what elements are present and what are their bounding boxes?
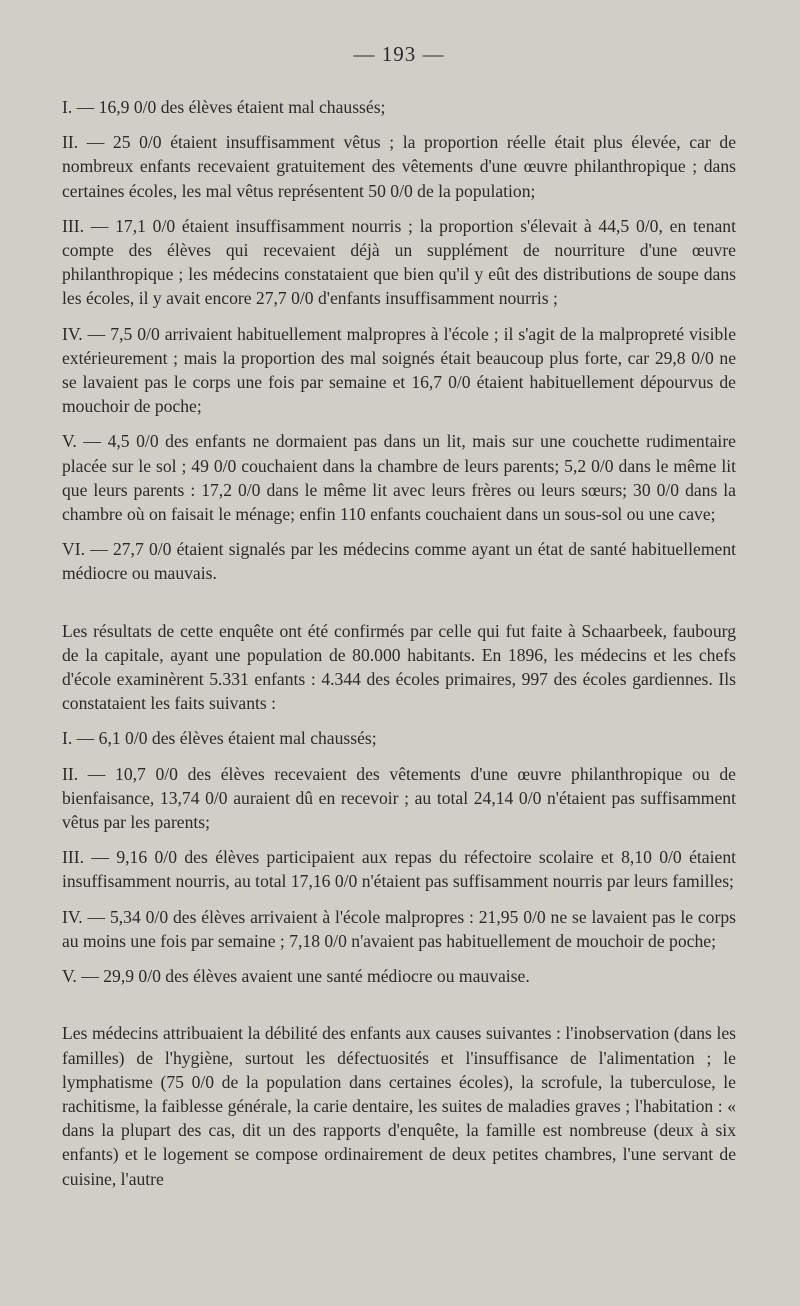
list-item: VI. — 27,7 0/0 étaient signalés par les médecins comme ayant un état de santé habituellement médiocre ou mauvais. <box>62 539 736 584</box>
survey-list-1 <box>62 95 736 586</box>
list-item: III. — 9,16 0/0 des élèves participaient aux repas du réfectoire scolaire et 8,10 0/0 étaient insuffisamment nourris, au total 17,16 0/0 n'étaient pas suffisamment nourris par leurs familles; <box>62 847 736 892</box>
list-item: I. — 16,9 0/0 des élèves étaient mal chaussés; <box>62 97 386 117</box>
section-gap <box>62 999 736 1021</box>
list-item: I. — 6,1 0/0 des élèves étaient mal chaussés; <box>62 728 377 749</box>
list-item: II. — 25 0/0 étaient insuffisamment vêtus ; la proportion réelle était plus élevée, car de nombreux enfants recevaient gratuitement des vêtements d'une œuvre philanthropique ; dans certaines écoles, les mal vêtus représentent 50 0/0 de la population; <box>62 132 736 201</box>
list-item: V. — 29,9 0/0 des élèves avaient une santé médiocre ou mauvaise. <box>62 966 530 987</box>
list-item: IV. — 5,34 0/0 des élèves arrivaient à l'école malpropres : 21,95 0/0 ne se lavaient pas le corps au moins une fois par semaine ; 7,18 0/0 n'avaient pas habituellement de mouchoir de poche; <box>62 906 736 951</box>
page-number: — 193 — <box>353 42 445 66</box>
intro-paragraph: Les résultats de cette enquête ont été confirmés par celle qui fut faite à Schaarbeek, faubourg de la capitale, ayant une population de 80.000 habitants. En 1896, les médecins et les chefs d'école examinèrent 5.331 enfants : 4.344 des écoles primaires, 997 des écoles gardiennes. Ils constataient les faits suivants : <box>62 620 736 714</box>
section-gap <box>62 597 736 619</box>
list-item: II. — 10,7 0/0 des élèves recevaient des vêtements d'une œuvre philanthropique ou de bienfaisance, 13,74 0/0 auraient dû en recevoir ; au total 24,14 0/0 n'étaient pas suffisamment vêtus par les parents; <box>62 763 736 833</box>
survey-list-2 <box>62 726 736 988</box>
list-item: V. — 4,5 0/0 des enfants ne dormaient pas dans un lit, mais sur une couchette rudimentaire placée sur le sol ; 49 0/0 couchaient dans la chambre de leurs parents; 5,2 0/0 dans le même lit que leurs parents : 17,2 0/0 dans le même lit avec leurs frères ou leurs sœurs; 30 0/0 dans la chambre où on faisait le ménage; enfin 110 enfants couchaient dans un sous-sol ou une cave; <box>62 431 736 525</box>
list-item: IV. — 7,5 0/0 arrivaient habituellement malpropres à l'école ; il s'agit de la malpropreté visible extérieurement ; mais la proportion des mal soignés était beaucoup plus forte, car 29,8 0/0 ne se lavaient pas le corps une fois par semaine et 16,7 0/0 étaient habituellement dépourvus de mouchoir de poche; <box>62 323 736 417</box>
list-item: III. — 17,1 0/0 étaient insuffisamment nourris ; la proportion s'élevait à 44,5 0/0, en tenant compte des élèves qui recevaient déjà un supplément de nourriture d'une œuvre philanthropique ; les médecins constataient que bien qu'il y eût des distributions de soupe dans les écoles, il y avait encore 27,7 0/0 d'enfants insuffisamment nourris ; <box>62 215 736 309</box>
closing-paragraph: Les médecins attribuaient la débilité des enfants aux causes suivantes : l'inobservation (dans les familles) de l'hygiène, surtout les défectuosités et l'insuffisance de l'alimentation ; le lymphatisme (75 0/0 de la population dans certaines écoles), la scrofule, la tuberculose, le rachitisme, la faiblesse générale, la carie dentaire, les suites de maladies graves ; l'habitation : « dans la plupart des cas, dit un des rapports d'enquête, la famille est nombreuse (deux à six enfants) et le logement se compose ordinairement de deux petites chambres, l'une servant de cuisine, l'autre <box>62 1023 736 1189</box>
